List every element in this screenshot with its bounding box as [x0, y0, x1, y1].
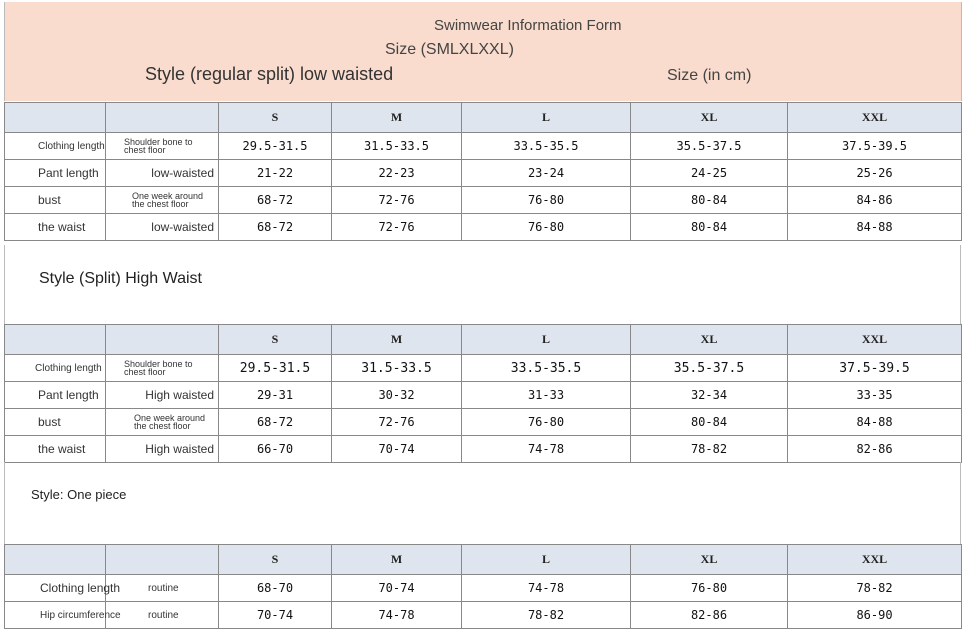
- size-table-low-waisted: [4, 102, 962, 241]
- form-header: [4, 2, 962, 101]
- style-title-low-waisted: Style (regular split) low waisted: [145, 64, 394, 84]
- size-header: L: [462, 325, 631, 355]
- size-value: 72-76: [332, 187, 462, 214]
- size-table-high-waist: [4, 324, 962, 463]
- size-header: XL: [631, 103, 788, 133]
- table-row: [5, 355, 962, 382]
- row-desc: low-waisted: [106, 160, 219, 187]
- row-desc: High waisted: [106, 382, 219, 409]
- size-value: 74-78: [462, 436, 631, 463]
- row-desc: One week around the chest floor: [106, 409, 219, 436]
- section-one-piece: [4, 462, 961, 545]
- size-value: 29.5-31.5: [219, 355, 332, 382]
- size-header: XXL: [788, 325, 962, 355]
- size-value: 72-76: [332, 409, 462, 436]
- size-header: XL: [631, 325, 788, 355]
- row-label: Pant length: [5, 382, 106, 409]
- size-range: Size (SMLXLXXL): [385, 41, 514, 58]
- table-row: [5, 602, 962, 629]
- table-header-row: [5, 325, 962, 355]
- size-table-one-piece: [4, 544, 962, 629]
- size-value: 80-84: [631, 214, 788, 241]
- size-value: 25-26: [788, 160, 962, 187]
- size-value: 80-84: [631, 187, 788, 214]
- size-value: 76-80: [462, 187, 631, 214]
- size-value: 23-24: [462, 160, 631, 187]
- row-desc: routine: [106, 575, 219, 602]
- size-header: L: [462, 103, 631, 133]
- size-value: 76-80: [462, 214, 631, 241]
- size-value: 33.5-35.5: [462, 133, 631, 160]
- size-value: 29.5-31.5: [219, 133, 332, 160]
- table-row: [5, 382, 962, 409]
- size-value: 84-88: [788, 409, 962, 436]
- size-value: 66-70: [219, 436, 332, 463]
- table-row: [5, 409, 962, 436]
- size-value: 70-74: [332, 436, 462, 463]
- row-label: the waist: [5, 436, 106, 463]
- size-value: 68-72: [219, 409, 332, 436]
- section-title: Style: One piece: [31, 487, 127, 502]
- size-value: 22-23: [332, 160, 462, 187]
- size-value: 31.5-33.5: [332, 133, 462, 160]
- size-header: S: [219, 325, 332, 355]
- table-row: [5, 575, 962, 602]
- size-value: 68-70: [219, 575, 332, 602]
- size-value: 68-72: [219, 214, 332, 241]
- row-label: bust: [5, 187, 106, 214]
- size-value: 70-74: [332, 575, 462, 602]
- size-value: 76-80: [631, 575, 788, 602]
- size-value: 33.5-35.5: [462, 355, 631, 382]
- size-value: 31.5-33.5: [332, 355, 462, 382]
- section-high-waist: [4, 245, 961, 325]
- size-value: 74-78: [462, 575, 631, 602]
- row-label: Pant length: [5, 160, 106, 187]
- size-value: 35.5-37.5: [631, 355, 788, 382]
- size-value: 68-72: [219, 187, 332, 214]
- size-value: 24-25: [631, 160, 788, 187]
- size-value: 82-86: [631, 602, 788, 629]
- row-desc: Shoulder bone to chest floor: [106, 133, 219, 160]
- row-desc: routine: [106, 602, 219, 629]
- size-value: 80-84: [631, 409, 788, 436]
- size-header: L: [462, 545, 631, 575]
- size-value: 21-22: [219, 160, 332, 187]
- size-value: 31-33: [462, 382, 631, 409]
- size-value: 78-82: [788, 575, 962, 602]
- size-value: 78-82: [631, 436, 788, 463]
- table-row: [5, 133, 962, 160]
- size-value: 84-88: [788, 214, 962, 241]
- size-value: 76-80: [462, 409, 631, 436]
- size-value: 86-90: [788, 602, 962, 629]
- size-value: 37.5-39.5: [788, 355, 962, 382]
- size-header: M: [332, 103, 462, 133]
- table-header-row: [5, 103, 962, 133]
- row-desc: low-waisted: [106, 214, 219, 241]
- size-header: S: [219, 545, 332, 575]
- row-label: Clothing length: [5, 133, 106, 160]
- size-value: 32-34: [631, 382, 788, 409]
- table-header-row: [5, 545, 962, 575]
- size-value: 72-76: [332, 214, 462, 241]
- row-label: Clothing length: [5, 355, 106, 382]
- size-value: 37.5-39.5: [788, 133, 962, 160]
- row-desc: One week around the chest floor: [106, 187, 219, 214]
- size-header: M: [332, 325, 462, 355]
- row-label: bust: [5, 409, 106, 436]
- size-header: S: [219, 103, 332, 133]
- table-row: [5, 187, 962, 214]
- row-label: Hip circumference: [5, 602, 106, 629]
- size-value: 82-86: [788, 436, 962, 463]
- size-header: XL: [631, 545, 788, 575]
- size-header: M: [332, 545, 462, 575]
- size-value: 30-32: [332, 382, 462, 409]
- unit-label: Size (in cm): [667, 67, 752, 84]
- size-value: 70-74: [219, 602, 332, 629]
- size-value: 78-82: [462, 602, 631, 629]
- table-row: [5, 160, 962, 187]
- row-desc: High waisted: [106, 436, 219, 463]
- row-label: the waist: [5, 214, 106, 241]
- size-value: 35.5-37.5: [631, 133, 788, 160]
- size-value: 29-31: [219, 382, 332, 409]
- size-value: 74-78: [332, 602, 462, 629]
- table-row: [5, 436, 962, 463]
- size-value: 84-86: [788, 187, 962, 214]
- table-row: [5, 214, 962, 241]
- size-header: XXL: [788, 103, 962, 133]
- row-label: Clothing length: [5, 575, 106, 602]
- section-title: Style (Split) High Waist: [39, 270, 202, 287]
- size-value: 33-35: [788, 382, 962, 409]
- row-desc: Shoulder bone to chest floor: [106, 355, 219, 382]
- form-title: Swimwear Information Form: [434, 17, 622, 34]
- size-header: XXL: [788, 545, 962, 575]
